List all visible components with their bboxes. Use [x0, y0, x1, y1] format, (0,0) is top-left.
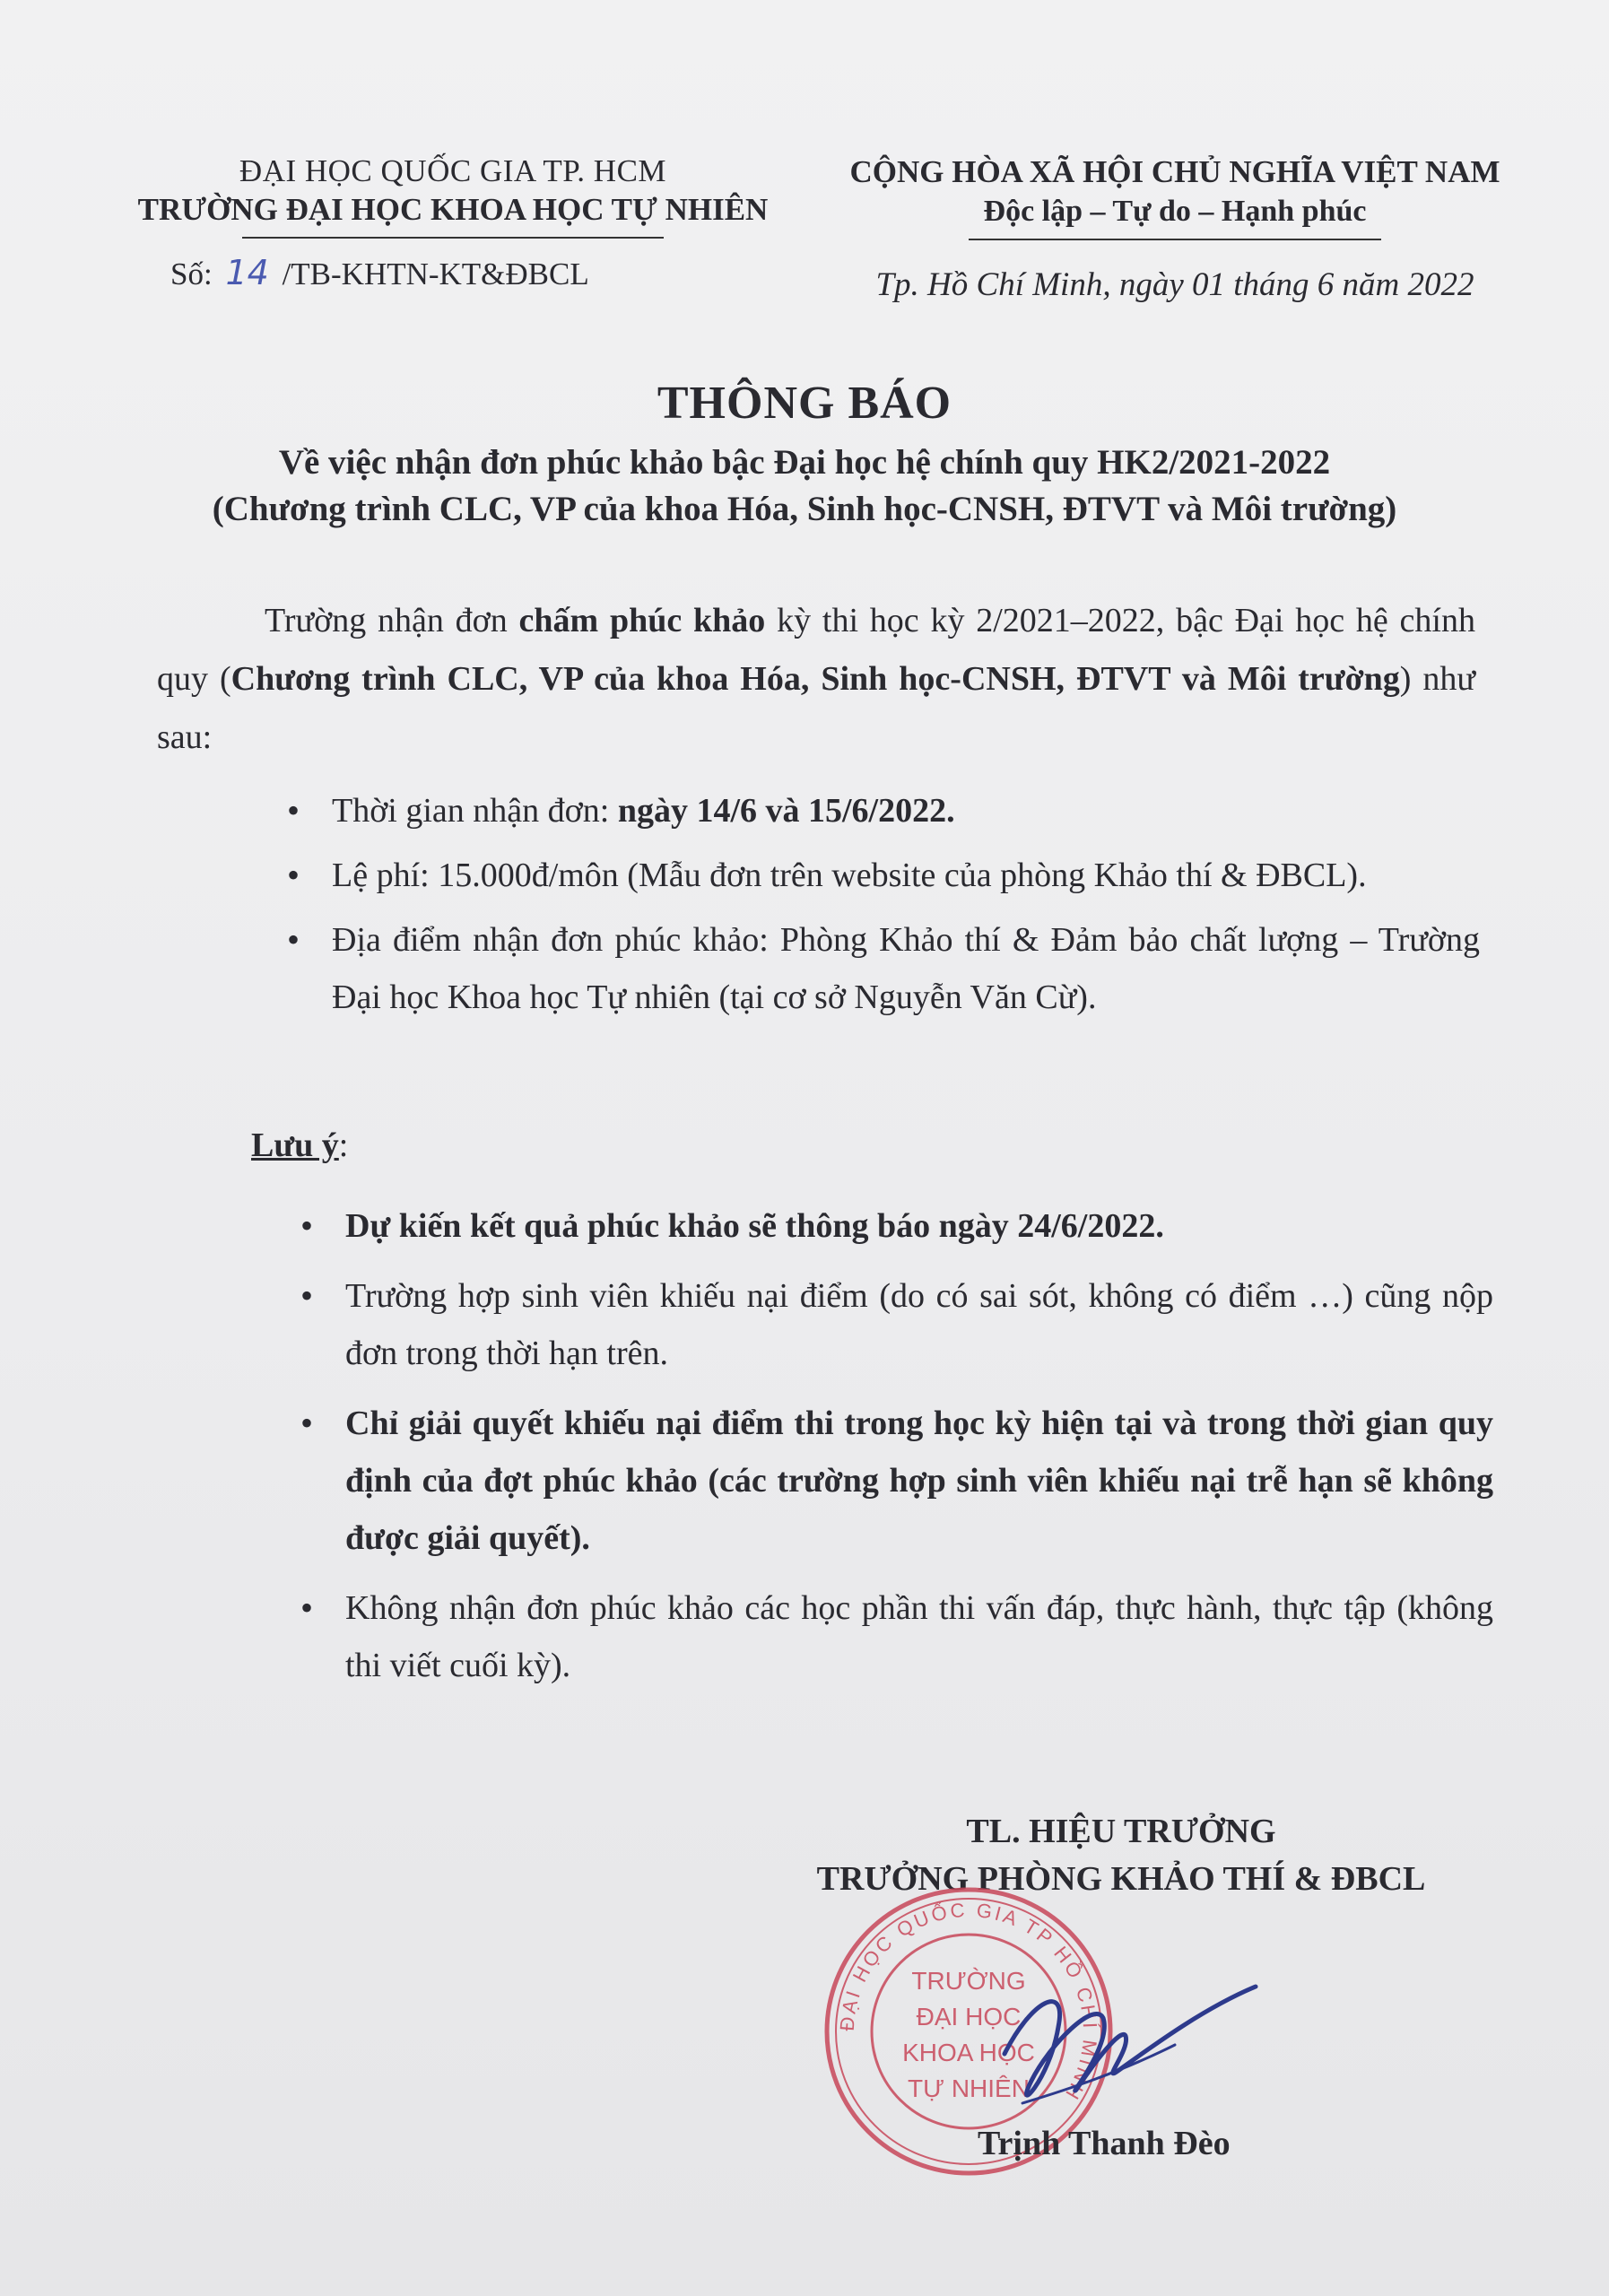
list-item-place: • Địa điểm nhận đơn phúc khảo: Phòng Khảo thí & Đảm bảo chất lượng – Trường Đại học Khoa học Tự nhiên (tại cơ sở Nguyễn Văn Cừ). — [287, 911, 1480, 1026]
signature-position: TRƯỞNG PHÒNG KHẢO THÍ & ĐBCL — [816, 1860, 1426, 1898]
info-list — [287, 782, 1480, 1033]
document-number — [170, 253, 589, 292]
seal-line-2: ĐẠI HỌC — [916, 2003, 1022, 2031]
seal-line-4: TỰ NHIÊN — [908, 2074, 1030, 2102]
so-prefix: Số: — [170, 257, 213, 291]
header-right-rule — [969, 239, 1381, 240]
seal-line-1: TRƯỜNG — [911, 1967, 1026, 1995]
header-left — [99, 152, 807, 239]
university-name: ĐẠI HỌC QUỐC GIA TP. HCM — [239, 153, 667, 188]
note-item-scope: • Chỉ giải quyết khiếu nại điểm thi trong học kỳ hiện tại và trong thời gian quy định của đợt phúc khảo (các trường hợp sinh viên khiếu nại trễ hạn sẽ không được giải quyết). — [300, 1395, 1493, 1567]
document-title: THÔNG BÁO — [657, 378, 952, 429]
note-heading: Lưu ý: — [251, 1126, 349, 1164]
so-suffix: /TB-KHTN-KT&ĐBCL — [282, 257, 589, 291]
document-date: Tp. Hồ Chí Minh, ngày 01 tháng 6 năm 2022 — [875, 266, 1474, 303]
school-name: TRƯỜNG ĐẠI HỌC KHOA HỌC TỰ NHIÊN — [137, 192, 769, 227]
document-subtitle-scope: (Chương trình CLC, VP của khoa Hóa, Sinh học-CNSH, ĐTVT và Môi trường) — [212, 490, 1397, 528]
list-item-time: • Thời gian nhận đơn: ngày 14/6 và 15/6/2022. — [287, 782, 1480, 839]
header-right — [807, 152, 1543, 240]
national-title: CỘNG HÒA XÃ HỘI CHỦ NGHĨA VIỆT NAM — [849, 154, 1500, 189]
note-item-exclusion: • Không nhận đơn phúc khảo các học phần thi vấn đáp, thực hành, thực tập (không thi viết cuối kỳ). — [300, 1579, 1493, 1694]
so-number-handwritten: 14 — [225, 253, 269, 292]
notes-list — [300, 1197, 1493, 1707]
note-item-result-date: • Dự kiến kết quả phúc khảo sẽ thông báo ngày 24/6/2022. — [300, 1197, 1493, 1255]
list-item-fee: • Lệ phí: 15.000đ/môn (Mẫu đơn trên website của phòng Khảo thí & ĐBCL). — [287, 847, 1480, 904]
intro-paragraph: Trường nhận đơn chấm phúc khảo kỳ thi học kỳ 2/2021–2022, bậc Đại học hệ chính quy (Chương trình CLC, VP của khoa Hóa, Sinh học-CNSH, ĐTVT và Môi trường) như sau: — [157, 602, 1475, 756]
signer-name: Trịnh Thanh Đèo — [978, 2125, 1231, 2162]
signature-title: TL. HIỆU TRƯỞNG — [966, 1813, 1276, 1850]
header-left-rule — [242, 237, 664, 239]
handwritten-signature — [969, 1946, 1265, 2135]
seal-ring-text: ĐẠI HỌC QUỐC GIA TP HỒ CHÍ MINH — [835, 1898, 1102, 2106]
national-motto: Độc lập – Tự do – Hạnh phúc — [983, 195, 1367, 228]
seal-line-3: KHOA HỌC — [902, 2039, 1035, 2066]
note-item-complaint: • Trường hợp sinh viên khiếu nại điểm (do có sai sót, không có điểm …) cũng nộp đơn trong thời hạn trên. — [300, 1267, 1493, 1382]
document-subtitle: Về việc nhận đơn phúc khảo bậc Đại học hệ chính quy HK2/2021-2022 — [278, 443, 1331, 482]
